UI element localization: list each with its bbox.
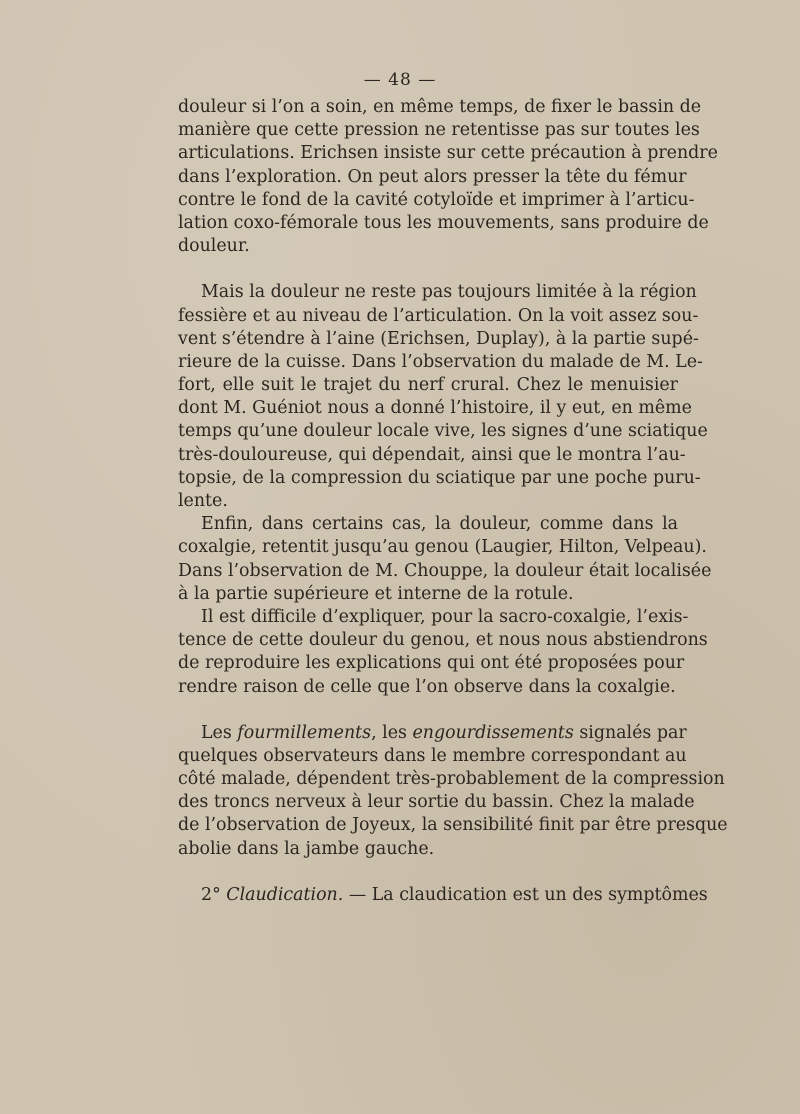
paragraph <box>178 96 718 258</box>
text-line: dans l’exploration. On peut alors presser la tête du fémur <box>178 166 687 187</box>
body-text <box>178 96 728 907</box>
text-line: abolie dans la jambe gauche. <box>178 838 435 859</box>
paragraph <box>178 281 708 513</box>
section-heading: Claudication. <box>226 884 344 905</box>
text-run: , les <box>371 722 407 743</box>
text-line: douleur. <box>178 236 250 257</box>
text-line: fort, elle suit le trajet du nerf crural. Chez le menuisier <box>178 375 678 396</box>
text-line: quelques observateurs dans le membre correspondant au <box>178 745 687 766</box>
text-line <box>178 722 687 745</box>
text-line: lente. <box>178 491 228 511</box>
text-line: contre le fond de la cavité cotyloïde et imprimer à l’articu- <box>178 189 695 210</box>
text-line: tence de cette douleur du genou, et nous nous abstiendrons <box>178 630 708 651</box>
text-run: Les <box>201 722 232 743</box>
text-line: Dans l’observation de M. Chouppe, la douleur était localisée <box>178 560 712 581</box>
text-run: signalés par <box>579 722 687 743</box>
page-number: — 48 — <box>363 70 437 90</box>
text-line: manière que cette pression ne retentisse pas sur toutes les <box>178 120 700 141</box>
text-run: — La claudication est un des symptômes <box>348 884 708 905</box>
text-line: douleur si l’on a soin, en même temps, de fixer le bassin de <box>178 97 702 117</box>
text-line: Enfin, dans certains cas, la douleur, comme dans la <box>201 514 678 535</box>
paragraph <box>178 513 712 606</box>
text-line: topsie, de la compression du sciatique par une poche puru- <box>178 467 701 488</box>
text-line: vent s’étendre à l’aine (Erichsen, Duplay), à la partie supé- <box>178 328 699 349</box>
text-line: articulations. Erichsen insiste sur cette précaution à prendre <box>178 143 718 164</box>
text-line: fessière et au niveau de l’articulation. On la voit assez sou- <box>178 305 699 326</box>
text-line: coxalgie, retentit jusqu’au genou (Laugier, Hilton, Velpeau). <box>178 537 707 558</box>
text-line: rieure de la cuisse. Dans l’observation du malade de M. Le- <box>178 351 703 372</box>
text-line: temps qu’une douleur locale vive, les signes d’une sciatique <box>178 421 708 442</box>
italic-term: fourmillements <box>237 722 372 743</box>
text-line: de l’observation de Joyeux, la sensibilité finit par être presque <box>178 815 728 836</box>
text-line: côté malade, dépendent très-probablement de la compression <box>178 769 725 790</box>
text-line: lation coxo-fémorale tous les mouvements, sans produire de <box>178 212 709 233</box>
text-line: de reproduire les explications qui ont été proposées pour <box>178 653 685 674</box>
section-paragraph <box>178 884 708 907</box>
text-line: Il est difficile d’expliquer, pour la sacro-coxalgie, l’exis- <box>201 606 689 627</box>
text-line: rendre raison de celle que l’on observe dans la coxalgie. <box>178 676 676 697</box>
paragraph <box>178 722 728 861</box>
paragraph-gap <box>178 699 678 722</box>
text-line: très-douloureuse, qui dépendait, ainsi que le montra l’au- <box>178 444 686 465</box>
text-line <box>178 884 708 907</box>
text-line: à la partie supérieure et interne de la rotule. <box>178 583 574 604</box>
text-line: dont M. Guéniot nous a donné l’histoire, il y eut, en même <box>178 398 692 419</box>
italic-term: engourdissements <box>412 722 574 743</box>
paragraph-gap <box>178 258 678 281</box>
section-number: 2° <box>201 884 221 905</box>
text-line: des troncs nerveux à leur sortie du bassin. Chez la malade <box>178 792 695 813</box>
paragraph <box>178 606 708 699</box>
paragraph-gap <box>178 861 678 884</box>
text-line: Mais la douleur ne reste pas toujours limitée à la région <box>201 282 697 303</box>
